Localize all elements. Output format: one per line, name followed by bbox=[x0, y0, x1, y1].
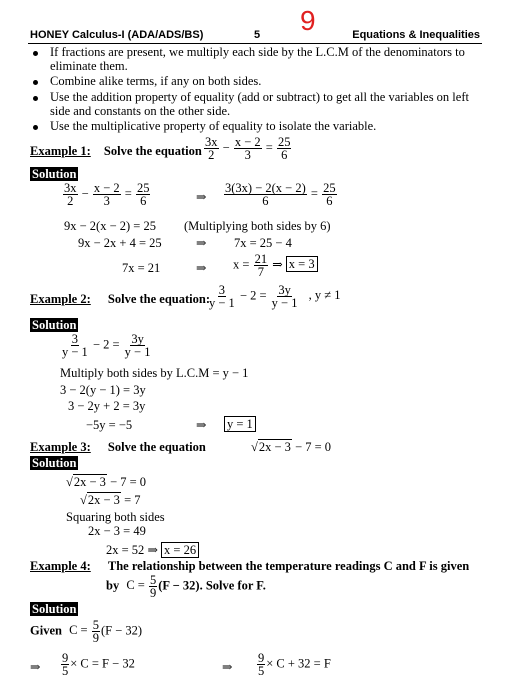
ex4-line2: $\frac{9}{5}$ × C + 32 = F bbox=[258, 651, 331, 678]
ex3-line2: √2x − 3 = 7 bbox=[80, 493, 141, 507]
ex2-line3: 3 − 2y + 2 = 3y bbox=[68, 399, 146, 413]
arrow: ⇒ bbox=[196, 236, 207, 250]
example-3-equation: √2x − 3 − 7 = 0 bbox=[251, 440, 332, 454]
arrow: ⇒ bbox=[222, 660, 233, 674]
example-4-label: Example 4: bbox=[30, 559, 91, 573]
arrow: ⇒ bbox=[196, 418, 207, 432]
example-2-heading bbox=[30, 292, 210, 306]
ex3-line4: 2x = 52 ⇒ x = 26 bbox=[106, 543, 199, 557]
ex1-line2-right: (Multiplying both sides by 6) bbox=[184, 219, 331, 233]
example-2-text: Solve the equation: bbox=[107, 292, 210, 306]
ex2-multiply-text: Multiply both sides by L.C.M = y − 1 bbox=[60, 366, 249, 380]
ex1-line3-right: 7x = 25 − 4 bbox=[234, 236, 292, 250]
header-page-number: 5 bbox=[254, 29, 261, 41]
ex2-line4: −5y = −5 bbox=[86, 418, 133, 432]
example-2-equation: $\frac{3}{y - 1}$ − 2 = $\frac{3y}{y - 1}$ , y ≠ 1 bbox=[209, 283, 341, 310]
bullet-dot bbox=[33, 125, 38, 130]
answer-box: x = 26 bbox=[161, 542, 199, 558]
header-page-badge: 9 bbox=[300, 5, 316, 36]
header-course-title: HONEY Calculus-I (ADA/ADS/BS) bbox=[30, 29, 204, 41]
solution-label: Solution bbox=[32, 318, 77, 332]
bullet-dot bbox=[33, 96, 38, 101]
example-1-equation: $\frac{3x}{2}$ − $\frac{x - 2}{3}$ = $\frac{25}{6}$ bbox=[205, 135, 291, 162]
solution-label: Solution bbox=[32, 602, 77, 616]
example-1-heading bbox=[30, 144, 202, 158]
example-4-heading bbox=[30, 559, 469, 573]
ex2-line1: $\frac{3}{y - 1}$ − 2 = $\frac{3y}{y - 1}$ bbox=[62, 332, 151, 359]
ex3-squaring-text: Squaring both sides bbox=[66, 510, 165, 524]
fraction: $\frac{3x}{2}$ bbox=[205, 135, 218, 162]
ex1-line2-left: 9x − 2(x − 2) = 25 bbox=[64, 219, 156, 233]
arrow: ⇒ bbox=[196, 190, 207, 204]
ex2-answer bbox=[224, 417, 256, 431]
ex1-line4-left: 7x = 21 bbox=[122, 261, 161, 275]
example-3-heading bbox=[30, 440, 206, 454]
bullet-text: Use the multiplicative property of equality to isolate the variable. bbox=[50, 119, 377, 133]
example-1-text: Solve the equation bbox=[103, 144, 202, 158]
header-chapter-title: Equations & Inequalities bbox=[352, 29, 480, 41]
ex3-line3: 2x − 3 = 49 bbox=[88, 524, 146, 538]
arrow: ⇒ bbox=[196, 261, 207, 275]
bullet-text: side and constants on the other side. bbox=[50, 104, 231, 118]
ex4-line1: $\frac{9}{5}$ × C = F − 32 bbox=[62, 651, 135, 678]
ex2-line2: 3 − 2(y − 1) = 3y bbox=[60, 383, 146, 397]
bullet-dot bbox=[33, 51, 38, 56]
fraction: $\frac{25}{6}$ bbox=[277, 135, 291, 162]
page-header bbox=[0, 0, 510, 42]
header-rule bbox=[28, 43, 482, 44]
example-3-label: Example 3: bbox=[30, 440, 91, 454]
example-4-formula-line: by C = $\frac{5}{9}$ (F − 32). Solve for F. bbox=[106, 573, 266, 600]
bullet-dot bbox=[33, 80, 38, 85]
ex1-line1-left: $\frac{3x}{2}$ − $\frac{x - 2}{3}$ = $\frac{25}{6}$ bbox=[64, 181, 150, 208]
ex1-line4-right: x = $\frac{21}{7}$ ⇒ x = 3 bbox=[233, 253, 318, 278]
solution-label: Solution bbox=[32, 167, 77, 181]
solution-label: Solution bbox=[32, 456, 77, 470]
bullet-text: Use the addition property of equality (add or subtract) to get all the variables on left bbox=[50, 90, 469, 104]
bullet-text: If fractions are present, we multiply each side by the L.C.M of the denominators to bbox=[50, 45, 465, 59]
fraction: $\frac{x - 2}{3}$ bbox=[234, 135, 261, 162]
ex4-given-line: Given C = $\frac{5}{9}$ (F − 32) bbox=[30, 618, 143, 645]
ex3-line1: √2x − 3 − 7 = 0 bbox=[66, 475, 147, 489]
ex1-line3-left: 9x − 2x + 4 = 25 bbox=[78, 236, 162, 250]
example-2-label: Example 2: bbox=[30, 292, 91, 306]
answer-box: x = 3 bbox=[286, 256, 318, 272]
example-1-label: Example 1: bbox=[30, 144, 91, 158]
arrow: ⇒ bbox=[30, 660, 41, 674]
bullet-text: Combine alike terms, if any on both sides. bbox=[50, 74, 262, 88]
ex1-line1-right: $\frac{3(3x) - 2(x - 2)}{6}$ = $\frac{25}{6}$ bbox=[225, 181, 336, 208]
example-3-text: Solve the equation bbox=[107, 440, 206, 454]
answer-box: y = 1 bbox=[224, 416, 256, 432]
bullet-text: eliminate them. bbox=[50, 59, 128, 73]
example-4-text: The relationship between the temperature readings C and F is given bbox=[107, 559, 470, 573]
